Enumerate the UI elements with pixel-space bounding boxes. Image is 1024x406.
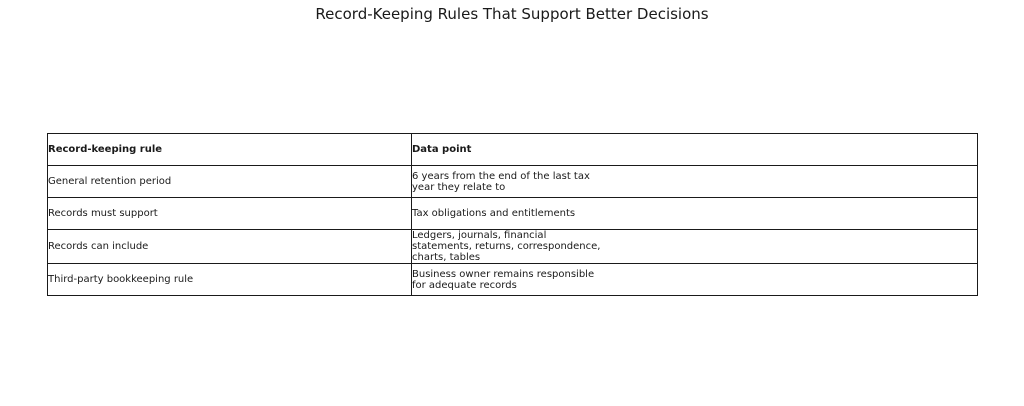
rule-cell: Third-party bookkeeping rule (48, 264, 412, 296)
rule-cell: Records can include (48, 230, 412, 264)
rule-cell: General retention period (48, 166, 412, 198)
table-header-row (48, 134, 978, 166)
table-row (48, 198, 978, 230)
data-cell-text: Ledgers, journals, financial statements, returns, correspondence, charts, tables (412, 230, 601, 263)
table-row (48, 264, 978, 296)
data-cell (412, 166, 978, 198)
column-header-rule: Record-keeping rule (48, 134, 412, 166)
data-cell-text: Business owner remains responsible for adequate records (412, 268, 595, 291)
data-cell-text: 6 years from the end of the last tax year they relate to (412, 170, 590, 193)
page-title: Record-Keeping Rules That Support Better Decisions (315, 5, 709, 23)
data-cell (412, 230, 978, 264)
record-keeping-table (47, 133, 978, 296)
data-cell (412, 198, 978, 230)
data-cell-text: Tax obligations and entitlements (412, 208, 576, 219)
rule-cell: Records must support (48, 198, 412, 230)
table-row (48, 230, 978, 264)
table-row (48, 166, 978, 198)
data-cell (412, 264, 978, 296)
column-header-data: Data point (412, 134, 978, 166)
